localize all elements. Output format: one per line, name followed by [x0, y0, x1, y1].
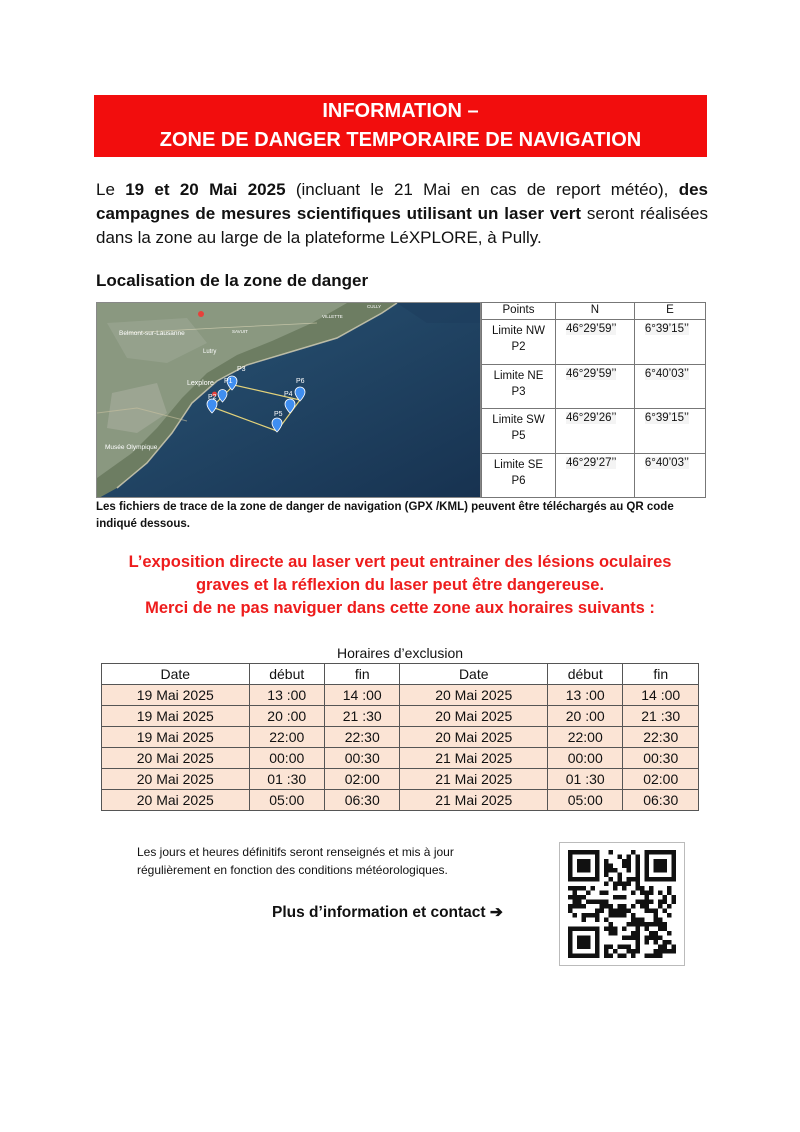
- satellite-map: [97, 303, 481, 498]
- schedule-cell: 00:00: [548, 748, 623, 769]
- coordinate-point: Limite NE P3: [482, 364, 556, 409]
- schedule-caption: Horaires d’exclusion: [336, 645, 464, 661]
- schedule-row: [102, 706, 699, 727]
- schedule-cell: 22:30: [623, 727, 699, 748]
- schedule-cell: 06:30: [623, 790, 699, 811]
- schedule-cell: 01 :30: [548, 769, 623, 790]
- coordinate-n: 46°29’59’’: [556, 320, 635, 365]
- coordinate-e: 6°39’15’’: [634, 409, 705, 454]
- schedule-row: [102, 685, 699, 706]
- map-label-lutry: Lutry: [203, 349, 217, 355]
- map-label-belmont: Belmont-sur-Lausanne: [119, 330, 185, 337]
- coordinates-header-row: [482, 303, 706, 320]
- schedule-cell: 14 :00: [623, 685, 699, 706]
- schedule-cell: 20 :00: [249, 706, 324, 727]
- schedule-cell: 21 :30: [325, 706, 400, 727]
- contact-line: [272, 903, 503, 922]
- map-label-musee: Musée Olympique: [105, 444, 158, 451]
- map-label-villette: VILLETTE: [322, 314, 343, 319]
- coordinates-row: [482, 364, 706, 409]
- coordinates-header-n: N: [556, 303, 635, 320]
- map-label-lexplore: Lexplore: [187, 380, 214, 387]
- coordinates-row: [482, 453, 706, 498]
- schedule-cell: 05:00: [548, 790, 623, 811]
- warning-line-2: graves et la réflexion du laser peut être dangereuse.: [195, 576, 605, 594]
- trace-files-note: Les fichiers de trace de la zone de danger de navigation (GPX /KML) peuvent être téléchargés au QR code indiqué dessous.: [96, 501, 674, 530]
- coordinates-row: [482, 320, 706, 365]
- coordinate-point: Limite NW P2: [482, 320, 556, 365]
- schedule-cell: 00:00: [249, 748, 324, 769]
- schedule-cell: 13 :00: [548, 685, 623, 706]
- schedule-header-end: fin: [325, 664, 400, 685]
- title-banner: [94, 95, 707, 157]
- schedule-cell: 13 :00: [249, 685, 324, 706]
- schedule-cell: 14 :00: [325, 685, 400, 706]
- warning-line-1: L’exposition directe au laser vert peut entrainer des lésions oculaires: [128, 553, 672, 571]
- coordinate-n: 46°29’26’’: [556, 409, 635, 454]
- schedule-row: [102, 769, 699, 790]
- schedule-cell: 02:00: [623, 769, 699, 790]
- schedule-header-start: début: [249, 664, 324, 685]
- schedule-cell: 00:30: [325, 748, 400, 769]
- schedule-cell: 20 Mai 2025: [102, 790, 250, 811]
- intro-paragraph: [96, 178, 708, 250]
- schedule-header-end: fin: [623, 664, 699, 685]
- schedule-cell: 20 Mai 2025: [102, 769, 250, 790]
- schedule-cell: 22:00: [548, 727, 623, 748]
- schedule-cell: 20 :00: [548, 706, 623, 727]
- schedule-cell: 21 Mai 2025: [400, 790, 548, 811]
- schedule-cell: 19 Mai 2025: [102, 727, 250, 748]
- schedule-cell: 20 Mai 2025: [400, 727, 548, 748]
- coordinate-e: 6°40’03’’: [634, 453, 705, 498]
- schedule-cell: 21 :30: [623, 706, 699, 727]
- map-label-p4: P4: [284, 391, 293, 398]
- intro-bold: des campagnes de mesures scientifiques utilisant un laser vert: [96, 180, 709, 223]
- coordinate-point: Limite SW P5: [482, 409, 556, 454]
- schedule-header-date: Date: [400, 664, 548, 685]
- schedule-row: [102, 790, 699, 811]
- schedule-table: [101, 663, 699, 811]
- map-label-cully: CULLY: [367, 304, 382, 309]
- map-label-p2: P2: [208, 394, 217, 401]
- coordinate-e: 6°39’15’’: [634, 320, 705, 365]
- schedule-update-note: Les jours et heures définitifs seront renseignés et mis à jour régulièrement en fonction des conditions météorologiques.: [137, 845, 454, 877]
- title-line-2: ZONE DE DANGER TEMPORAIRE DE NAVIGATION: [159, 129, 642, 151]
- intro-text-3: seront réalisées dans la zone au large de la plateforme LéXPLORE, à Pully.: [96, 204, 708, 247]
- schedule-cell: 00:30: [623, 748, 699, 769]
- intro-text-1: Le: [96, 180, 126, 199]
- arrow-right-icon: ➔: [489, 904, 503, 921]
- location-pin-icon: [198, 311, 204, 317]
- coordinates-header-points: Points: [482, 303, 556, 320]
- schedule-row: [102, 748, 699, 769]
- schedule-cell: 01 :30: [249, 769, 324, 790]
- map-label-p1: P1: [224, 378, 233, 385]
- title-line-1: INFORMATION –: [322, 100, 479, 122]
- schedule-cell: 21 Mai 2025: [400, 748, 548, 769]
- schedule-cell: 06:30: [325, 790, 400, 811]
- coordinates-table: [481, 302, 706, 498]
- map-label-p6: P6: [296, 378, 305, 385]
- map-label-p5: P5: [274, 411, 283, 418]
- contact-label: Plus d’information et contact: [272, 904, 486, 921]
- schedule-cell: 22:00: [249, 727, 324, 748]
- schedule-cell: 02:00: [325, 769, 400, 790]
- schedule-cell: 05:00: [249, 790, 324, 811]
- schedule-cell: 20 Mai 2025: [102, 748, 250, 769]
- schedule-cell: 19 Mai 2025: [102, 685, 250, 706]
- qr-code-icon[interactable]: [559, 842, 685, 966]
- schedule-cell: 20 Mai 2025: [400, 685, 548, 706]
- warning-line-3: Merci de ne pas naviguer dans cette zone aux horaires suivants :: [145, 599, 655, 617]
- section-title: Localisation de la zone de danger: [96, 271, 369, 290]
- schedule-header-start: début: [548, 664, 623, 685]
- schedule-row: [102, 727, 699, 748]
- schedule-header-row: [102, 664, 699, 685]
- map-image: [96, 302, 481, 498]
- laser-warning: [80, 551, 720, 620]
- coordinate-point: Limite SE P6: [482, 453, 556, 498]
- schedule-cell: 22:30: [325, 727, 400, 748]
- coordinates-header-e: E: [634, 303, 705, 320]
- coordinate-n: 46°29’59’’: [556, 364, 635, 409]
- coordinate-n: 46°29’27’’: [556, 453, 635, 498]
- schedule-cell: 19 Mai 2025: [102, 706, 250, 727]
- intro-dates: 19 et 20 Mai 2025: [125, 180, 286, 199]
- schedule-cell: 20 Mai 2025: [400, 706, 548, 727]
- coordinate-e: 6°40’03’’: [634, 364, 705, 409]
- map-label-savuit: SAVUIT: [232, 329, 248, 334]
- schedule-header-date: Date: [102, 664, 250, 685]
- coordinates-row: [482, 409, 706, 454]
- map-label-p3: P3: [237, 366, 246, 373]
- schedule-cell: 21 Mai 2025: [400, 769, 548, 790]
- intro-text-2: (incluant le 21 Mai en cas de report météo),: [285, 180, 679, 199]
